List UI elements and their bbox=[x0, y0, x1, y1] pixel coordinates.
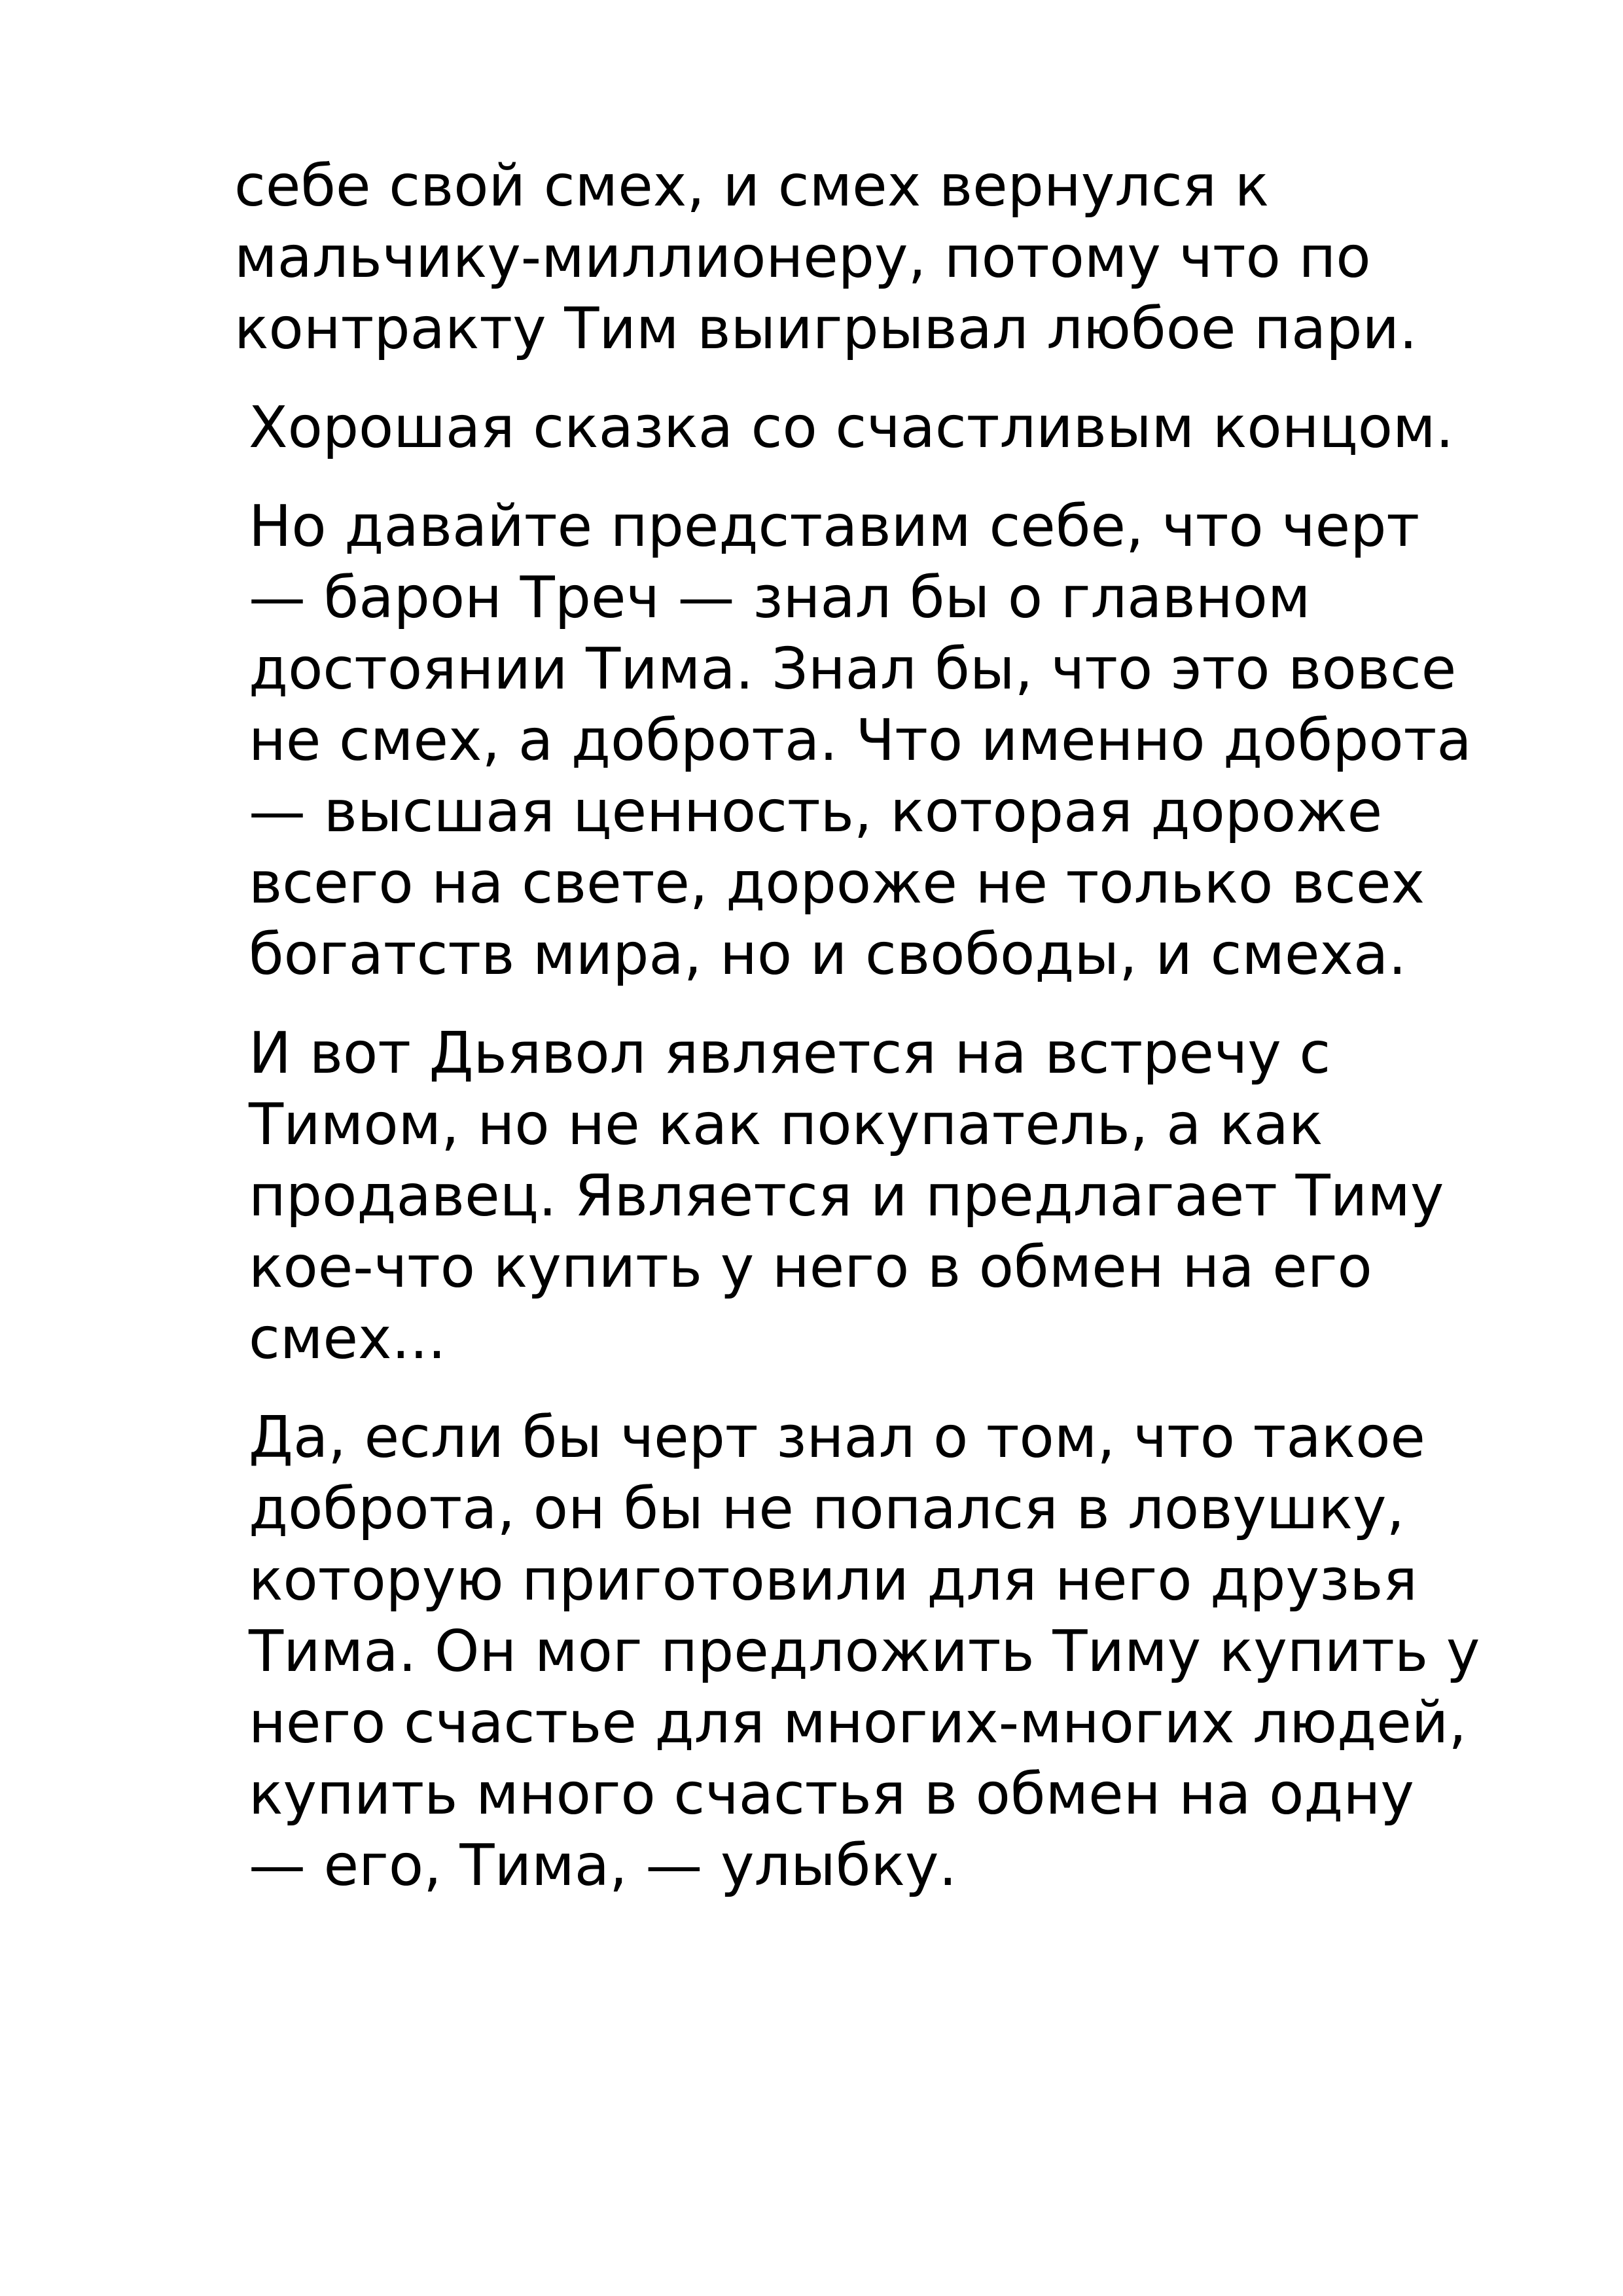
text-line: мальчику-миллионеру, потому что по bbox=[234, 224, 1371, 291]
paragraph bbox=[234, 491, 1537, 990]
paragraph bbox=[234, 151, 1537, 365]
text-line: Тима. Он мог предложить Тиму купить у bbox=[249, 1618, 1480, 1685]
text-line: — высшая ценность, которая дороже bbox=[249, 778, 1383, 845]
text-line: себе свой смех, и смех вернулся к bbox=[234, 152, 1270, 219]
text-line: не смех, а доброта. Что именно доброта bbox=[249, 707, 1472, 774]
text-line: Но давайте представим себе, что черт bbox=[249, 493, 1420, 560]
text-line: богатств мира, но и свободы, и смеха. bbox=[249, 921, 1407, 988]
text-column bbox=[234, 151, 1537, 1929]
text-line: — его, Тима, — улыбку. bbox=[249, 1832, 957, 1899]
text-line: продавец. Является и предлагает Тиму bbox=[249, 1162, 1444, 1229]
text-line: Тимом, но не как покупатель, а как bbox=[249, 1091, 1323, 1158]
text-line: Да, если бы черт знал о том, что такое bbox=[249, 1404, 1425, 1471]
paragraph bbox=[234, 1018, 1537, 1374]
paragraph bbox=[234, 1402, 1537, 1901]
text-line: И вот Дьявол является на встречу с bbox=[249, 1020, 1331, 1086]
text-line: — барон Треч — знал бы о главном bbox=[249, 564, 1311, 631]
text-line: всего на свете, дороже не только всех bbox=[249, 850, 1425, 916]
paragraph bbox=[234, 392, 1537, 463]
text-line: достоянии Тима. Знал бы, что это вовсе bbox=[249, 636, 1457, 702]
text-line: купить много счастья в обмен на одну bbox=[249, 1761, 1414, 1827]
text-line: смех... bbox=[249, 1305, 446, 1372]
text-line: контракту Тим выигрывал любое пари. bbox=[234, 295, 1418, 362]
text-line: кое-что купить у него в обмен на его bbox=[249, 1234, 1372, 1300]
text-line: него счастье для многих-многих людей, bbox=[249, 1689, 1467, 1756]
text-line: Хорошая сказка со счастливым концом. bbox=[249, 394, 1454, 461]
text-line: которую приготовили для него друзья bbox=[249, 1547, 1418, 1613]
text-line: доброта, он бы не попался в ловушку, bbox=[249, 1475, 1405, 1542]
